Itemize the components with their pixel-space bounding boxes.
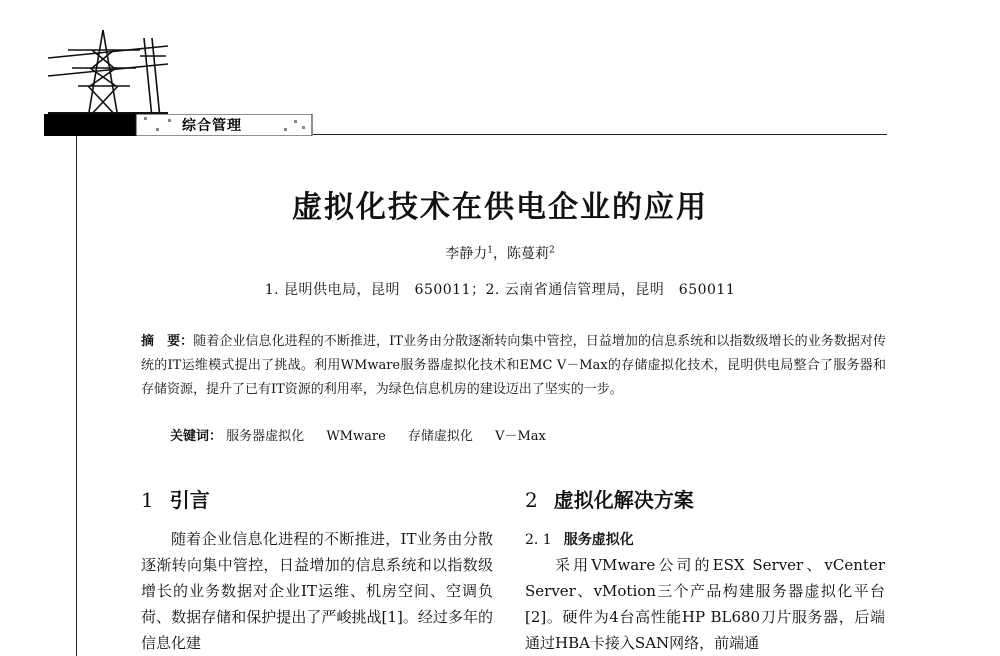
affiliations: 1. 昆明供电局，昆明 650011；2. 云南省通信管理局，昆明 650011 [264,282,736,298]
section-label: 综合管理 [182,118,242,134]
abstract-text: 随着企业信息化进程的不断推进，IT业务由分散逐渐转向集中管控，日益增加的信息系统和以指数级增长的业务数据对传统的IT运维模式提出了挑战。利用WMware服务器虚拟化技术和EMC V－Max的存储虚拟化技术，昆明供电局整合了服务器和存储资源，提升了已有IT资源的利用率，为绿色信息机房的建设迈出了坚实的一步。 [141,334,886,397]
section-number: 1 [141,488,154,512]
author-name: 李静力 [445,246,488,262]
author-mark: 2 [549,245,555,256]
keyword: 存储虚拟化 [407,429,473,444]
keyword: V－Max [495,429,546,444]
keywords [170,425,564,444]
author-line [0,243,1000,263]
keywords-label: 关键词： [170,429,223,444]
section-number: 2 [525,488,538,512]
section-body: 随着企业信息化进程的不断推进，IT业务由分散逐渐转向集中管控，日益增加的信息系统和以指数级增长的业务数据对企业IT运维、机房空间、空调负荷、数据存储和保护提出了严峻挑战[1]。经过多年的信息化建 [141,530,493,652]
author-mark: 1 [487,245,493,256]
section-title: 引言 [169,488,210,512]
subsection-title: 服务虚拟化 [563,532,634,548]
section-heading [141,484,210,513]
keyword: WMware [326,429,386,444]
section-header-bar [44,114,314,136]
section-title: 虚拟化解决方案 [553,488,694,512]
subsection-number: 2. 1 [525,532,552,548]
keyword: 服务器虚拟化 [226,429,305,444]
article-title: 虚拟化技术在供电企业的应用 [292,190,708,225]
header-rule [313,134,887,135]
author-name: 陈蔓莉 [507,246,549,262]
author-separator: ， [493,246,507,262]
abstract [141,330,886,402]
abstract-label: 摘 要： [141,334,194,349]
subsection-heading [525,529,634,549]
section-heading [525,484,694,513]
subsection-body: 采用VMware公司的ESX Server、vCenter Server、vMotion三个产品构建服务器虚拟化平台[2]。硬件为4台高性能HP BL680刀片服务器，后端通过HBA卡接入SAN网络，前端通 [525,556,885,652]
power-tower-logo [48,28,168,120]
